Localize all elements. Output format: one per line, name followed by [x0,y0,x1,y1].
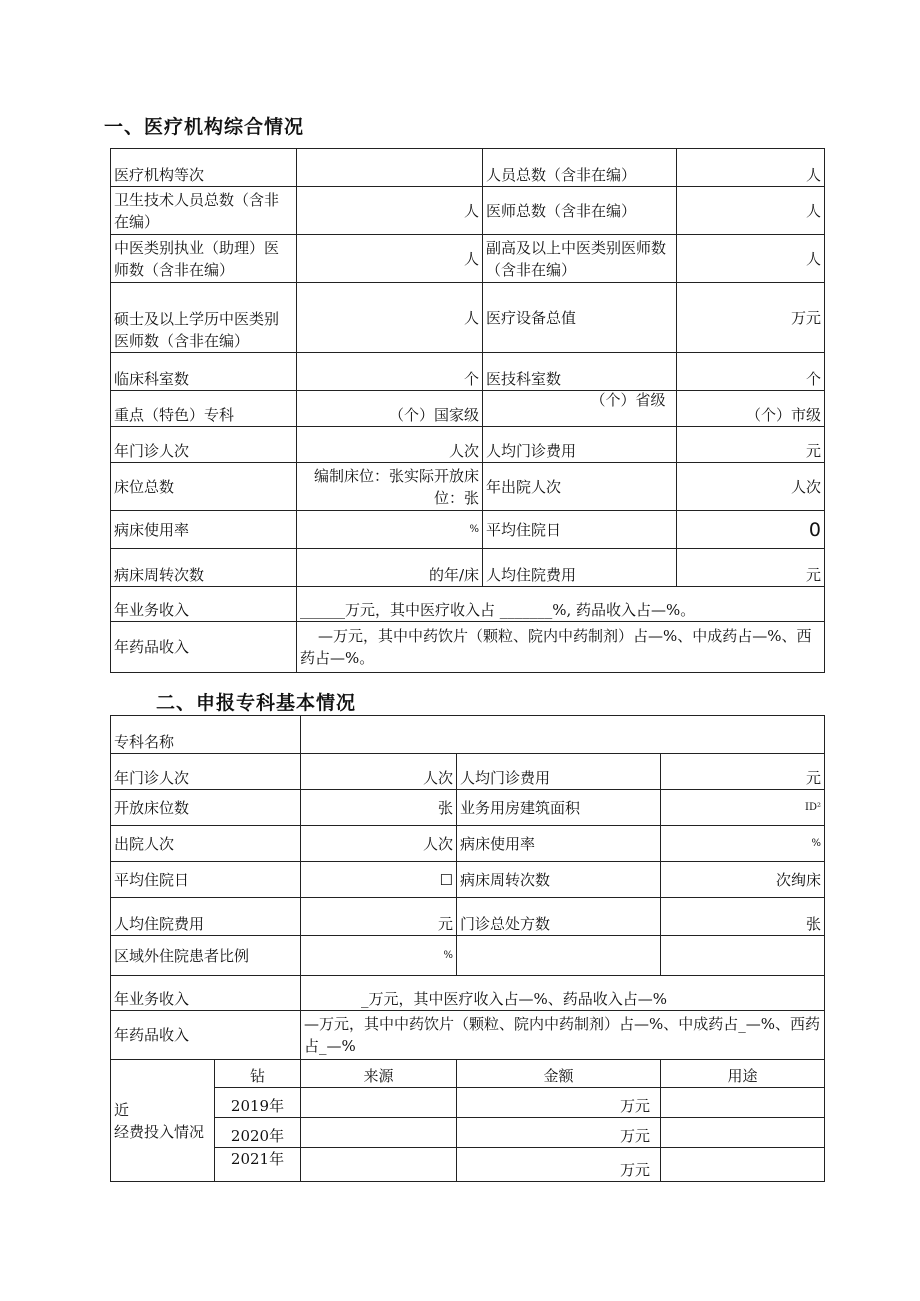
label: 卫生技术人员总数（含非在编） [111,187,297,235]
table-row [111,976,825,1011]
label: 年出院人次 [483,463,677,511]
specialty-name-field[interactable] [301,716,825,754]
value-field[interactable]: ☐ [301,862,457,898]
funding-header-row [111,1060,825,1088]
value-field[interactable]: 的年/床 [297,549,483,587]
value-field[interactable]: 元 [661,754,825,790]
label: 临床科室数 [111,353,297,391]
value-field[interactable]: 张 [661,898,825,936]
value-field[interactable]: 人 [297,283,483,353]
label: 硕士及以上学历中医类别医师数（含非在编） [111,283,297,353]
label: 门诊总处方数 [457,898,661,936]
table-row [111,936,825,976]
table-row [111,149,825,187]
year-cell: 2021年 [215,1148,301,1182]
year-cell: 2019年 [215,1088,301,1118]
income-field[interactable]: ______万元，其中医疗收入占 _______%, 药品收入占—%。 [297,587,825,622]
label: 病床使用率 [457,826,661,862]
value-field[interactable]: ID² [661,790,825,826]
table-row [111,622,825,673]
label: 病床周转次数 [111,549,297,587]
funding-label [111,1060,215,1182]
value-field[interactable]: 人次 [677,463,825,511]
value-field[interactable]: （个）市级 [677,391,825,427]
table-row [111,353,825,391]
label: 平均住院日 [111,862,301,898]
value-field[interactable]: 元 [677,427,825,463]
label: 病床使用率 [111,511,297,549]
label: 医疗机构等次 [111,149,297,187]
value-field[interactable]: 人次 [297,427,483,463]
header-cell: 钻 [215,1060,301,1088]
label: 人员总数（含非在编） [483,149,677,187]
label: 医疗设备总值 [483,283,677,353]
label: 专科名称 [111,716,301,754]
label: 年业务收入 [111,587,297,622]
table-row [111,754,825,790]
table-row [111,511,825,549]
header-cell: 用途 [661,1060,825,1088]
value-field[interactable]: 人次 [301,826,457,862]
drug-income-field[interactable]: —万元，其中中药饮片（颗粒、院内中药制剂）占—%、中成药占_—%、西药占_—% [301,1011,825,1060]
label: 年药品收入 [111,622,297,673]
table-row [111,391,825,427]
label: 人均住院费用 [483,549,677,587]
label: 病床周转次数 [457,862,661,898]
value-field[interactable]: 0 [677,511,825,549]
table-row [111,1088,825,1118]
value-field[interactable]: 万元 [677,283,825,353]
label: 医师总数（含非在编） [483,187,677,235]
source-field[interactable] [301,1118,457,1148]
value-field[interactable]: % [301,936,457,976]
funding-label-line1: 近 [114,1100,130,1119]
label: 区域外住院患者比例 [111,936,301,976]
label: 人均住院费用 [111,898,301,936]
label: 年门诊人次 [111,427,297,463]
value-field[interactable]: 次绚床 [661,862,825,898]
year-cell: 2020年 [215,1118,301,1148]
amount-field[interactable]: 万元 [457,1118,661,1148]
header-cell: 来源 [301,1060,457,1088]
table-row [111,1148,825,1182]
use-field[interactable] [661,1118,825,1148]
label: 出院人次 [111,826,301,862]
value-field[interactable]: % [661,826,825,862]
label: 医技科室数 [483,353,677,391]
value-field[interactable]: 人 [677,149,825,187]
source-field[interactable] [301,1148,457,1182]
amount-field[interactable]: 万元 [457,1088,661,1118]
institution-table [110,148,825,673]
table-row [111,716,825,754]
header-cell: 金额 [457,1060,661,1088]
table-row [111,463,825,511]
table-row [111,826,825,862]
funding-label-line2: 经费投入情况 [114,1122,205,1141]
value-field[interactable]: 人 [297,235,483,283]
table-row [111,1011,825,1060]
label: 年门诊人次 [111,754,301,790]
table-row [111,790,825,826]
value-field[interactable]: （个）国家级 [297,391,483,427]
drug-income-field[interactable]: —万元，其中中药饮片（颗粒、院内中药制剂）占—%、中成药占—%、西药占—%。 [297,622,825,673]
label: 平均住院日 [483,511,677,549]
label: 中医类别执业（助理）医师数（含非在编） [111,235,297,283]
value-field[interactable]: % [297,511,483,549]
amount-field[interactable]: 万元 [457,1148,661,1182]
value-field[interactable]: 元 [677,549,825,587]
table-row [111,898,825,936]
table-row [111,1118,825,1148]
table-row [111,862,825,898]
use-field[interactable] [661,1088,825,1118]
label: 重点（特色）专科 [111,391,297,427]
value-field[interactable] [297,149,483,187]
income-field[interactable]: _万元，其中医疗收入占—%、药品收入占—% [301,976,825,1011]
table-row [111,283,825,353]
label: 业务用房建筑面积 [457,790,661,826]
table-row [111,587,825,622]
section1-title: 一、医疗机构综合情况 [104,116,305,138]
value-field[interactable]: 人 [297,187,483,235]
value-field[interactable]: （个）省级 [483,391,677,427]
value-field[interactable]: 元 [301,898,457,936]
table-row [111,187,825,235]
specialty-table [110,715,825,1182]
value-field[interactable]: 人 [677,187,825,235]
empty-cell [661,936,825,976]
label: 副高及以上中医类别医师数（含非在编） [483,235,677,283]
value-field[interactable]: 人次 [301,754,457,790]
source-field[interactable] [301,1088,457,1118]
value-field[interactable]: 个 [297,353,483,391]
label: 床位总数 [111,463,297,511]
value-field[interactable]: 张 [301,790,457,826]
table-row [111,549,825,587]
label: 开放床位数 [111,790,301,826]
value-field[interactable]: 人 [677,235,825,283]
empty-cell [457,936,661,976]
label: 人均门诊费用 [457,754,661,790]
use-field[interactable] [661,1148,825,1182]
table-row [111,427,825,463]
table-row [111,235,825,283]
label: 年业务收入 [111,976,301,1011]
section2-title: 二、申报专科基本情况 [156,692,357,714]
label: 人均门诊费用 [483,427,677,463]
label: 年药品收入 [111,1011,301,1060]
value-field[interactable]: 个 [677,353,825,391]
value-field[interactable]: 编制床位：张实际开放床位：张 [297,463,483,511]
